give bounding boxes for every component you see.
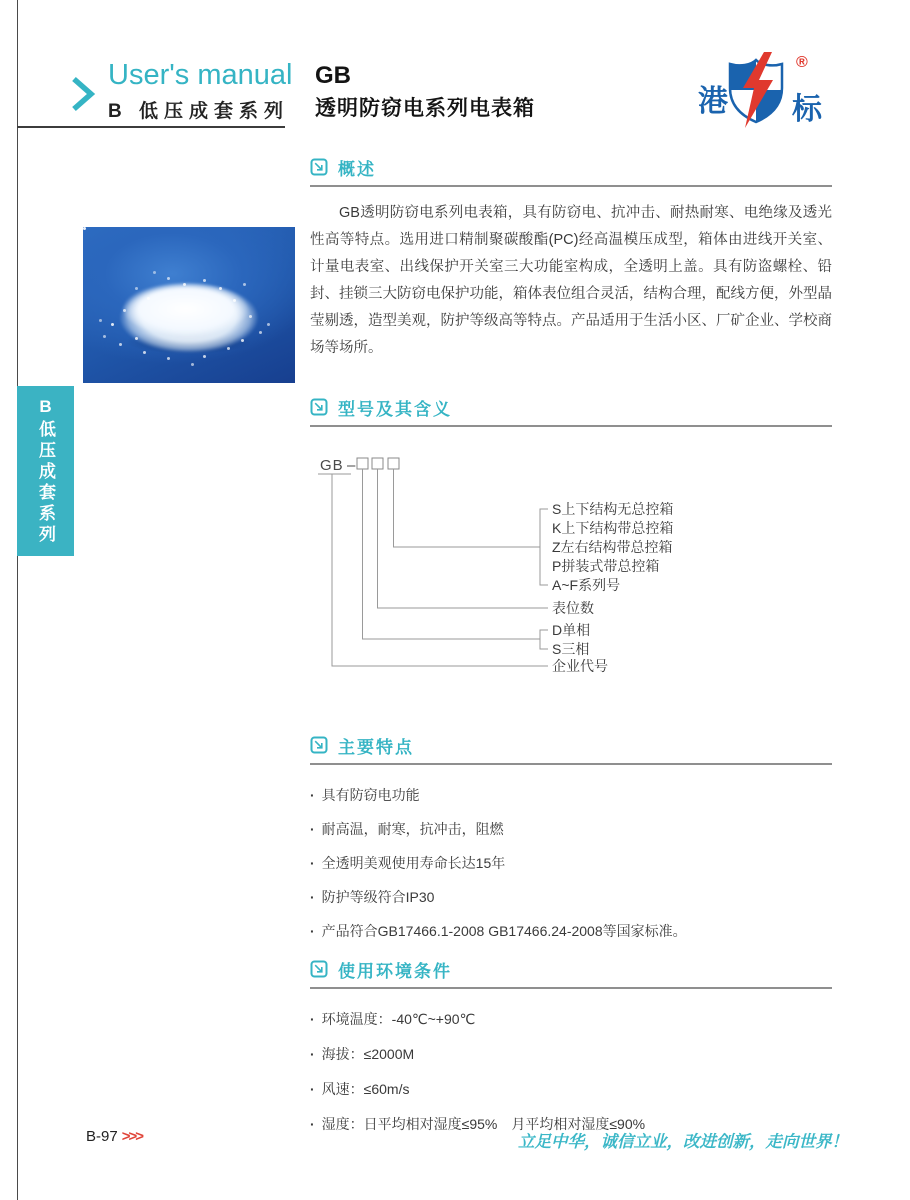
series-option: K上下结构带总控箱: [552, 520, 674, 536]
shield-lightning-icon: [726, 52, 786, 128]
footer-slogan: 立足中华，诚信立业，改进创新，走向世界！: [518, 1133, 848, 1151]
company-code-connector: [332, 474, 548, 666]
company-logo: [698, 44, 836, 132]
model-placeholder-box: [357, 458, 368, 469]
environment-item: · 风速：≤60m/s: [310, 1079, 832, 1099]
model-dash: –: [347, 457, 357, 474]
left-page-rule: [17, 0, 18, 1200]
feature-item: · 全透明美观使用寿命长达15年: [310, 853, 832, 873]
product-title: 透明防窃电系列电表箱: [315, 96, 535, 120]
section-features-title: 主要特点: [338, 737, 414, 757]
company-code-label: 企业代号: [552, 658, 608, 674]
product-code: GB: [315, 62, 351, 89]
section-rule: [310, 763, 832, 765]
series-connector: [394, 469, 541, 547]
section-arrow-icon: [310, 960, 328, 978]
brand-title: User's manual: [108, 59, 293, 91]
environment-item: · 环境温度：-40℃~+90℃: [310, 1009, 832, 1029]
section-arrow-icon: [310, 736, 328, 754]
model-prefix: GB: [320, 457, 344, 474]
section-environment-header: [310, 958, 832, 980]
registered-trademark-icon: ®: [796, 54, 808, 71]
sidebar-series-label: B低压成套系列: [36, 396, 55, 546]
product-title-block: [315, 62, 535, 122]
feature-item: · 耐高温，耐寒，抗冲击，阻燃: [310, 819, 832, 839]
brand-subtitle: B 低压成套系列: [108, 100, 290, 122]
section-features-header: [310, 734, 832, 756]
section-rule: [310, 185, 832, 187]
model-code-diagram: [310, 451, 830, 683]
feature-item: · 产品符合GB17466.1-2008 GB17466.24-2008等国家标准。: [310, 921, 832, 941]
section-environment-title: 使用环境条件: [338, 961, 452, 981]
product-photo: [83, 227, 295, 383]
series-option: A~F系列号: [552, 577, 621, 593]
section-rule: [310, 425, 832, 427]
phase-option: D单相: [552, 622, 591, 638]
section-model-header: [310, 396, 832, 418]
series-bracket: [540, 509, 548, 585]
sidebar-series-tab: [17, 386, 74, 556]
overview-paragraph: GB透明防窃电系列电表箱，具有防窃电、抗冲击、耐热耐寒、电绝缘及透光性高等特点。选用进口精制聚碳酸酯(PC)经高温模压成型，箱体由进线开关室、计量电表室、出线保护开关室三大功能室构成，全透明上盖。具有防盗螺栓、铅封、挂锁三大防窃电保护功能，箱体表位组合灵活，结构合理，配线方便，外型晶莹剔透，造型美观，防护等级高等特点。产品适用于生活小区、厂矿企业、学校商场等场所。: [310, 205, 832, 356]
section-overview: [310, 156, 832, 377]
chevron-right-icon: [70, 74, 96, 114]
positions-label: 表位数: [552, 600, 594, 616]
environment-list: [310, 1009, 832, 1134]
positions-connector: [378, 469, 549, 608]
feature-item: · 具有防窃电功能: [310, 785, 832, 805]
environment-item: · 海拔：≤2000M: [310, 1044, 832, 1064]
section-model-title: 型号及其含义: [338, 399, 452, 419]
page-arrows-icon: >>>: [121, 1128, 142, 1145]
section-environment: [310, 958, 832, 1149]
pellet-specks: [83, 227, 86, 230]
section-overview-title: 概述: [338, 159, 376, 179]
logo-right-character: 标: [792, 93, 822, 126]
pellet-pile: [104, 273, 274, 359]
phase-option: S三相: [552, 641, 590, 657]
series-option: S上下结构无总控箱: [552, 501, 674, 517]
logo-left-character: 港: [698, 85, 728, 118]
features-list: [310, 785, 832, 941]
series-option: P拼装式带总控箱: [552, 558, 660, 574]
section-overview-header: [310, 156, 832, 178]
environment-item: · 湿度：日平均相对湿度≤95% 月平均相对湿度≤90%: [310, 1114, 832, 1134]
feature-item: · 防护等级符合IP30: [310, 887, 832, 907]
header-rule: [17, 126, 285, 128]
phase-connector: [363, 469, 541, 639]
phase-bracket: [540, 630, 548, 649]
model-placeholder-box: [372, 458, 383, 469]
series-option: Z左右结构带总控箱: [552, 539, 673, 555]
page-number: B-97: [86, 1128, 118, 1145]
section-model: [310, 396, 832, 683]
section-features: [310, 734, 832, 955]
page-number-block: [86, 1128, 142, 1145]
brand-header: [70, 60, 292, 123]
section-arrow-icon: [310, 158, 328, 176]
model-placeholder-box: [388, 458, 399, 469]
section-rule: [310, 987, 832, 989]
section-arrow-icon: [310, 398, 328, 416]
